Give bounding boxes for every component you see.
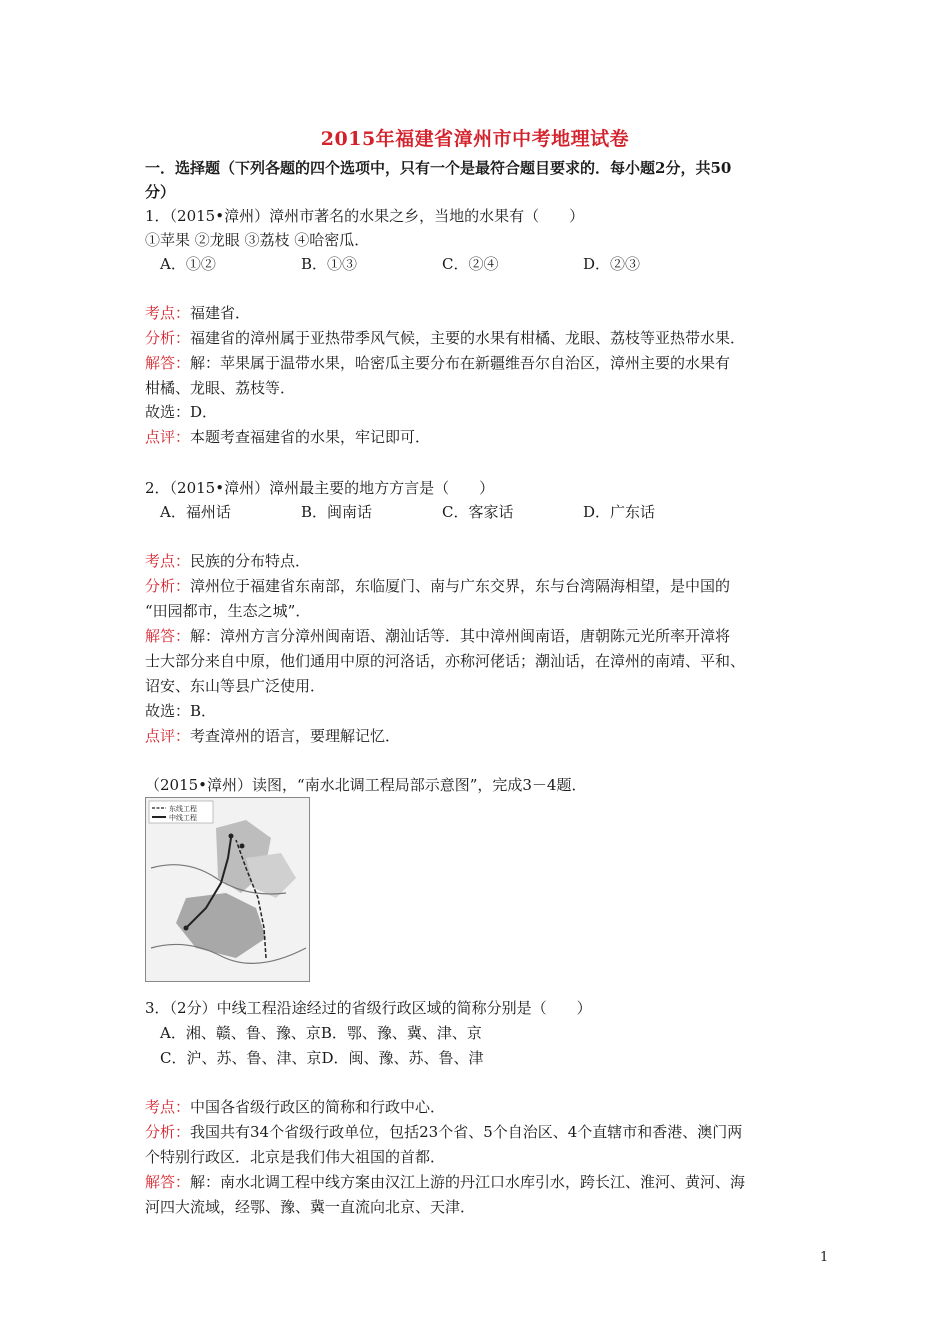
q2-jieda-text: 解：漳州方言分漳州闽南语、潮汕话等．其中漳州闽南语，唐朝陈元光所率开漳将 (190, 627, 731, 645)
q3-option-a: A．湘、赣、鲁、豫、京 (160, 1024, 321, 1042)
q2-dianping (145, 726, 400, 746)
q1-answer: 故选：D． (145, 403, 218, 421)
q3-option-b: B．鄂、豫、冀、津、京 (320, 1024, 482, 1042)
q2-option-d: D．广东话 (583, 503, 656, 521)
q3-option-c: C．沪、苏、鲁、津、京 (160, 1049, 322, 1067)
kaodian-label: 考点： (145, 304, 191, 322)
q3-fenxi-cont: 个特别行政区．北京是我们伟大祖国的首都． (145, 1148, 446, 1166)
q2-jieda (145, 626, 730, 646)
q2-jieda-cont2: 诏安、东山等县广泛使用． (145, 677, 326, 695)
south-north-water-map (145, 797, 310, 982)
map-legend-middle-label: 中线工程 (169, 814, 197, 822)
q3-option-d: D．闽、豫、苏、鲁、津 (321, 1049, 484, 1067)
jieda-label: 解答： (145, 627, 191, 645)
q3-options-row2 (160, 1048, 484, 1068)
dianping-label: 点评： (145, 428, 191, 446)
q1-option-b: B．①③ (301, 255, 358, 273)
q3-jieda (145, 1172, 745, 1192)
q1-option-a: A．①② (160, 255, 216, 273)
q1-option-d: D．②③ (583, 255, 641, 273)
q3-jieda-cont: 河四大流域，经鄂、豫、冀一直流向北京、天津． (145, 1198, 476, 1216)
q2-option-a: A．福州话 (160, 503, 231, 521)
q1-dianping-text: 本题考查福建省的水果，牢记即可． (190, 428, 431, 446)
q2-stem: 2．（2015•漳州）漳州最主要的地方方言是（ ） (145, 479, 495, 497)
q3-stem: 3．（2分）中线工程沿途经过的省级行政区域的简称分别是（ ） (145, 999, 592, 1017)
q3-options-row1 (160, 1023, 482, 1043)
q1-fenxi-text: 福建省的漳州属于亚热带季风气候，主要的水果有柑橘、龙眼、荔枝等亚热带水果． (190, 329, 746, 347)
section-heading-cont: 分） (145, 183, 176, 201)
q1-dianping (145, 427, 430, 447)
q2-options (160, 502, 724, 522)
q2-fenxi (145, 576, 730, 596)
section-heading: 一．选择题（下列各题的四个选项中，只有一个是最符合题目要求的．每小题2分，共50 (145, 159, 732, 177)
q2-jieda-cont1: 士大部分来自中原，他们通用中原的河洛话，亦称河佬话；潮汕话，在漳州的南靖、平和、 (145, 652, 746, 670)
q2-fenxi-text: 漳州位于福建省东南部，东临厦门、南与广东交界，东与台湾隔海相望，是中国的 (190, 577, 731, 595)
jieda-label: 解答： (145, 354, 191, 372)
page-title: 2015年福建省漳州市中考地理试卷 (320, 128, 630, 150)
q1-stem: 1．（2015•漳州）漳州市著名的水果之乡，当地的水果有（ ） (145, 207, 585, 225)
q3-kaodian (145, 1097, 445, 1117)
kaodian-label: 考点： (145, 552, 191, 570)
q1-kaodian-text: 福建省． (190, 304, 251, 322)
q1-options (160, 254, 724, 274)
map-city-dot (229, 834, 234, 839)
q1-kaodian (145, 303, 250, 323)
q1-items: ①苹果 ②龙眼 ③荔枝 ④哈密瓜． (145, 231, 370, 249)
map-city-dot (240, 844, 245, 849)
fenxi-label: 分析： (145, 329, 191, 347)
map-city-dot (184, 926, 189, 931)
jieda-label: 解答： (145, 1173, 191, 1191)
figure-intro: （2015•漳州）读图，“南水北调工程局部示意图”，完成3－4题． (145, 776, 587, 794)
kaodian-label: 考点： (145, 1098, 191, 1116)
q2-option-b: B．闽南话 (301, 503, 373, 521)
q1-jieda-text: 解：苹果属于温带水果，哈密瓜主要分布在新疆维吾尔自治区，漳州主要的水果有 (190, 354, 731, 372)
q2-option-c: C．客家话 (442, 503, 514, 521)
q2-answer: 故选：B． (145, 702, 217, 720)
q3-fenxi (145, 1122, 742, 1142)
q2-dianping-text: 考查漳州的语言，要理解记忆． (190, 727, 401, 745)
q2-fenxi-cont: “田园都市，生态之城”． (145, 602, 311, 620)
fenxi-label: 分析： (145, 1123, 191, 1141)
q1-jieda-cont: 柑橘、龙眼、荔枝等． (145, 379, 296, 397)
page-number: 1 (820, 1250, 829, 1265)
q1-fenxi (145, 328, 745, 348)
q3-kaodian-text: 中国各省级行政区的简称和行政中心． (190, 1098, 446, 1116)
q2-kaodian-text: 民族的分布特点． (190, 552, 311, 570)
map-legend-east-label: 东线工程 (169, 805, 197, 813)
q2-kaodian (145, 551, 310, 571)
q3-fenxi-text: 我国共有34个省级行政单位，包括23个省、5个自治区、4个直辖市和香港、澳门两 (190, 1123, 743, 1141)
q3-jieda-text: 解：南水北调工程中线方案由汉江上游的丹江口水库引水，跨长江、淮河、黄河、海 (190, 1173, 746, 1191)
dianping-label: 点评： (145, 727, 191, 745)
q1-jieda (145, 353, 730, 373)
map-figure (146, 798, 309, 981)
q1-option-c: C．②④ (442, 255, 499, 273)
fenxi-label: 分析： (145, 577, 191, 595)
